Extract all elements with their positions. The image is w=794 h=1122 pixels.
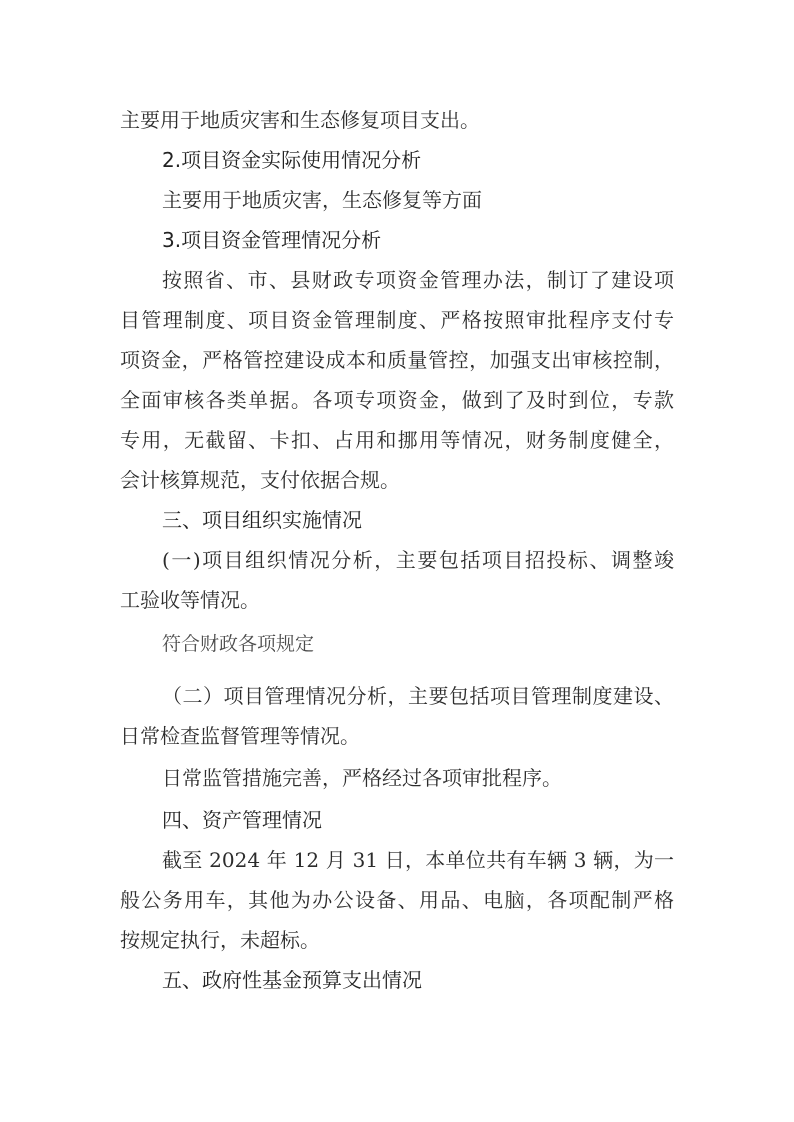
paragraph-line: 按照省、市、县财政专项资金管理办法，制订了建设项 bbox=[162, 268, 674, 292]
subsection-heading: 3.项目资金管理情况分析 bbox=[162, 228, 382, 252]
paragraph-line: 项资金，严格管控建设成本和质量管控，加强支出审核控制， bbox=[120, 348, 674, 372]
paragraph-line: 专用，无截留、卡扣、占用和挪用等情况，财务制度健全， bbox=[120, 428, 674, 452]
paragraph-line: 日常检查监督管理等情况。 bbox=[120, 724, 360, 748]
paragraph-line: 工验收等情况。 bbox=[120, 588, 260, 612]
paragraph-line: 会计核算规范，支付依据合规。 bbox=[120, 468, 400, 492]
paragraph-line: 日常监管措施完善，严格经过各项审批程序。 bbox=[162, 766, 562, 790]
paragraph-line: 按规定执行，未超标。 bbox=[120, 928, 320, 952]
paragraph-line: 目管理制度、项目资金管理制度、严格按照审批程序支付专 bbox=[120, 308, 674, 332]
paragraph-line: 全面审核各类单据。各项专项资金，做到了及时到位，专款 bbox=[120, 388, 674, 412]
paragraph-line: (一)项目组织情况分析，主要包括项目招投标、调整竣 bbox=[162, 548, 674, 572]
paragraph-line: 符合财政各项规定 bbox=[162, 633, 315, 655]
subsection-heading: 2.项目资金实际使用情况分析 bbox=[162, 148, 422, 172]
paragraph-line: 主要用于地质灾害和生态修复项目支出。 bbox=[120, 108, 480, 132]
section-heading: 四、资产管理情况 bbox=[162, 808, 322, 832]
section-heading: 五、政府性基金预算支出情况 bbox=[162, 968, 422, 992]
paragraph-line: 截至 2024 年 12 月 31 日，本单位共有车辆 3 辆，为一 bbox=[162, 848, 674, 872]
section-heading: 三、项目组织实施情况 bbox=[162, 508, 362, 532]
paragraph-line: （二）项目管理情况分析，主要包括项目管理制度建设、 bbox=[162, 684, 674, 708]
paragraph-line: 般公务用车，其他为办公设备、用品、电脑，各项配制严格 bbox=[120, 888, 674, 912]
paragraph-line: 主要用于地质灾害，生态修复等方面 bbox=[162, 188, 482, 212]
